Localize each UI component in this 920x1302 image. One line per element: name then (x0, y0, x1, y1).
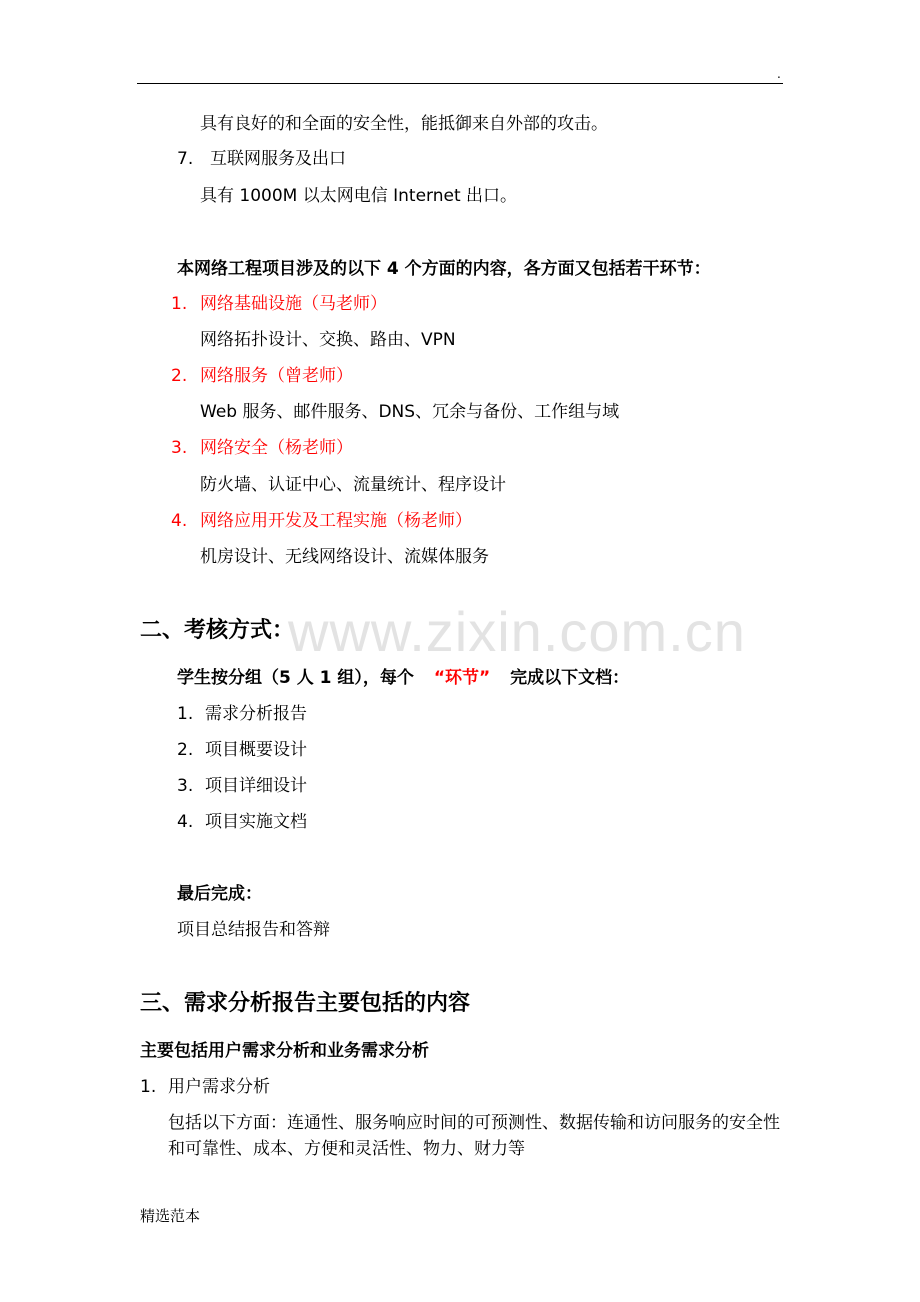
item7-title: 互联网服务及出口 (210, 149, 346, 169)
section-3-item-1-title: 用户需求分析 (168, 1077, 270, 1097)
section-2-lead (177, 670, 629, 687)
doc-3-number: 3. (177, 776, 194, 796)
doc-1-number: 1. (177, 704, 194, 724)
item7-number: 7. (177, 149, 194, 169)
section-3-item-1-number: 1. (140, 1077, 157, 1097)
section-3-subheading: 主要包括用户需求分析和业务需求分析 (140, 1041, 429, 1061)
scope-item-1-number: 1. (171, 294, 188, 314)
section-2-lead-b: 完成以下文档： (510, 668, 630, 688)
section-2-lead-highlight: “环节” (433, 668, 491, 688)
scope-item-2-title: 网络服务（曾老师） (200, 366, 353, 386)
footer-text: 精选范本 (140, 1207, 201, 1225)
final-text: 项目总结报告和答辩 (177, 920, 330, 940)
final-label: 最后完成： (177, 884, 262, 904)
section-3-heading: 三、需求分析报告主要包括的内容 (140, 991, 471, 1016)
scope-lead: 本网络工程项目涉及的以下 4 个方面的内容，各方面又包括若干环节： (177, 259, 711, 279)
security-text: 具有良好的和全面的安全性，能抵御来自外部的攻击。 (200, 114, 608, 134)
section-2-lead-a: 学生按分组（5 人 1 组），每个 (177, 668, 414, 688)
scope-item-3-number: 3. (171, 438, 188, 458)
doc-2-text: 项目概要设计 (205, 740, 307, 760)
section-3-item-1-text: 包括以下方面：连通性、服务响应时间的可预测性、数据传输和访问服务的安全性和可靠性、成本、方便和灵活性、物力、财力等 (168, 1113, 780, 1159)
scope-item-4-title: 网络应用开发及工程实施（杨老师） (200, 511, 472, 531)
header-rule (137, 83, 783, 84)
item7-text: 具有 1000M 以太网电信 Internet 出口。 (200, 186, 518, 206)
scope-item-3-title: 网络安全（杨老师） (200, 438, 353, 458)
header-mark: . (777, 67, 781, 81)
scope-item-4-desc: 机房设计、无线网络设计、流媒体服务 (200, 547, 489, 567)
scope-item-2-desc: Web 服务、邮件服务、DNS、冗余与备份、工作组与域 (200, 402, 620, 422)
doc-4-number: 4. (177, 812, 194, 832)
doc-2-number: 2. (177, 740, 194, 760)
doc-3-text: 项目详细设计 (205, 776, 307, 796)
scope-item-1-desc: 网络拓扑设计、交换、路由、VPN (200, 330, 456, 350)
doc-1-text: 需求分析报告 (205, 704, 307, 724)
section-2-heading: 二、考核方式： (140, 618, 295, 643)
scope-item-3-desc: 防火墙、认证中心、流量统计、程序设计 (200, 475, 506, 495)
watermark: www.zixin.com.cn (288, 600, 746, 663)
scope-item-2-number: 2. (171, 366, 188, 386)
doc-4-text: 项目实施文档 (205, 812, 307, 832)
scope-item-1-title: 网络基础设施（马老师） (200, 294, 387, 314)
scope-item-4-number: 4. (171, 511, 188, 531)
